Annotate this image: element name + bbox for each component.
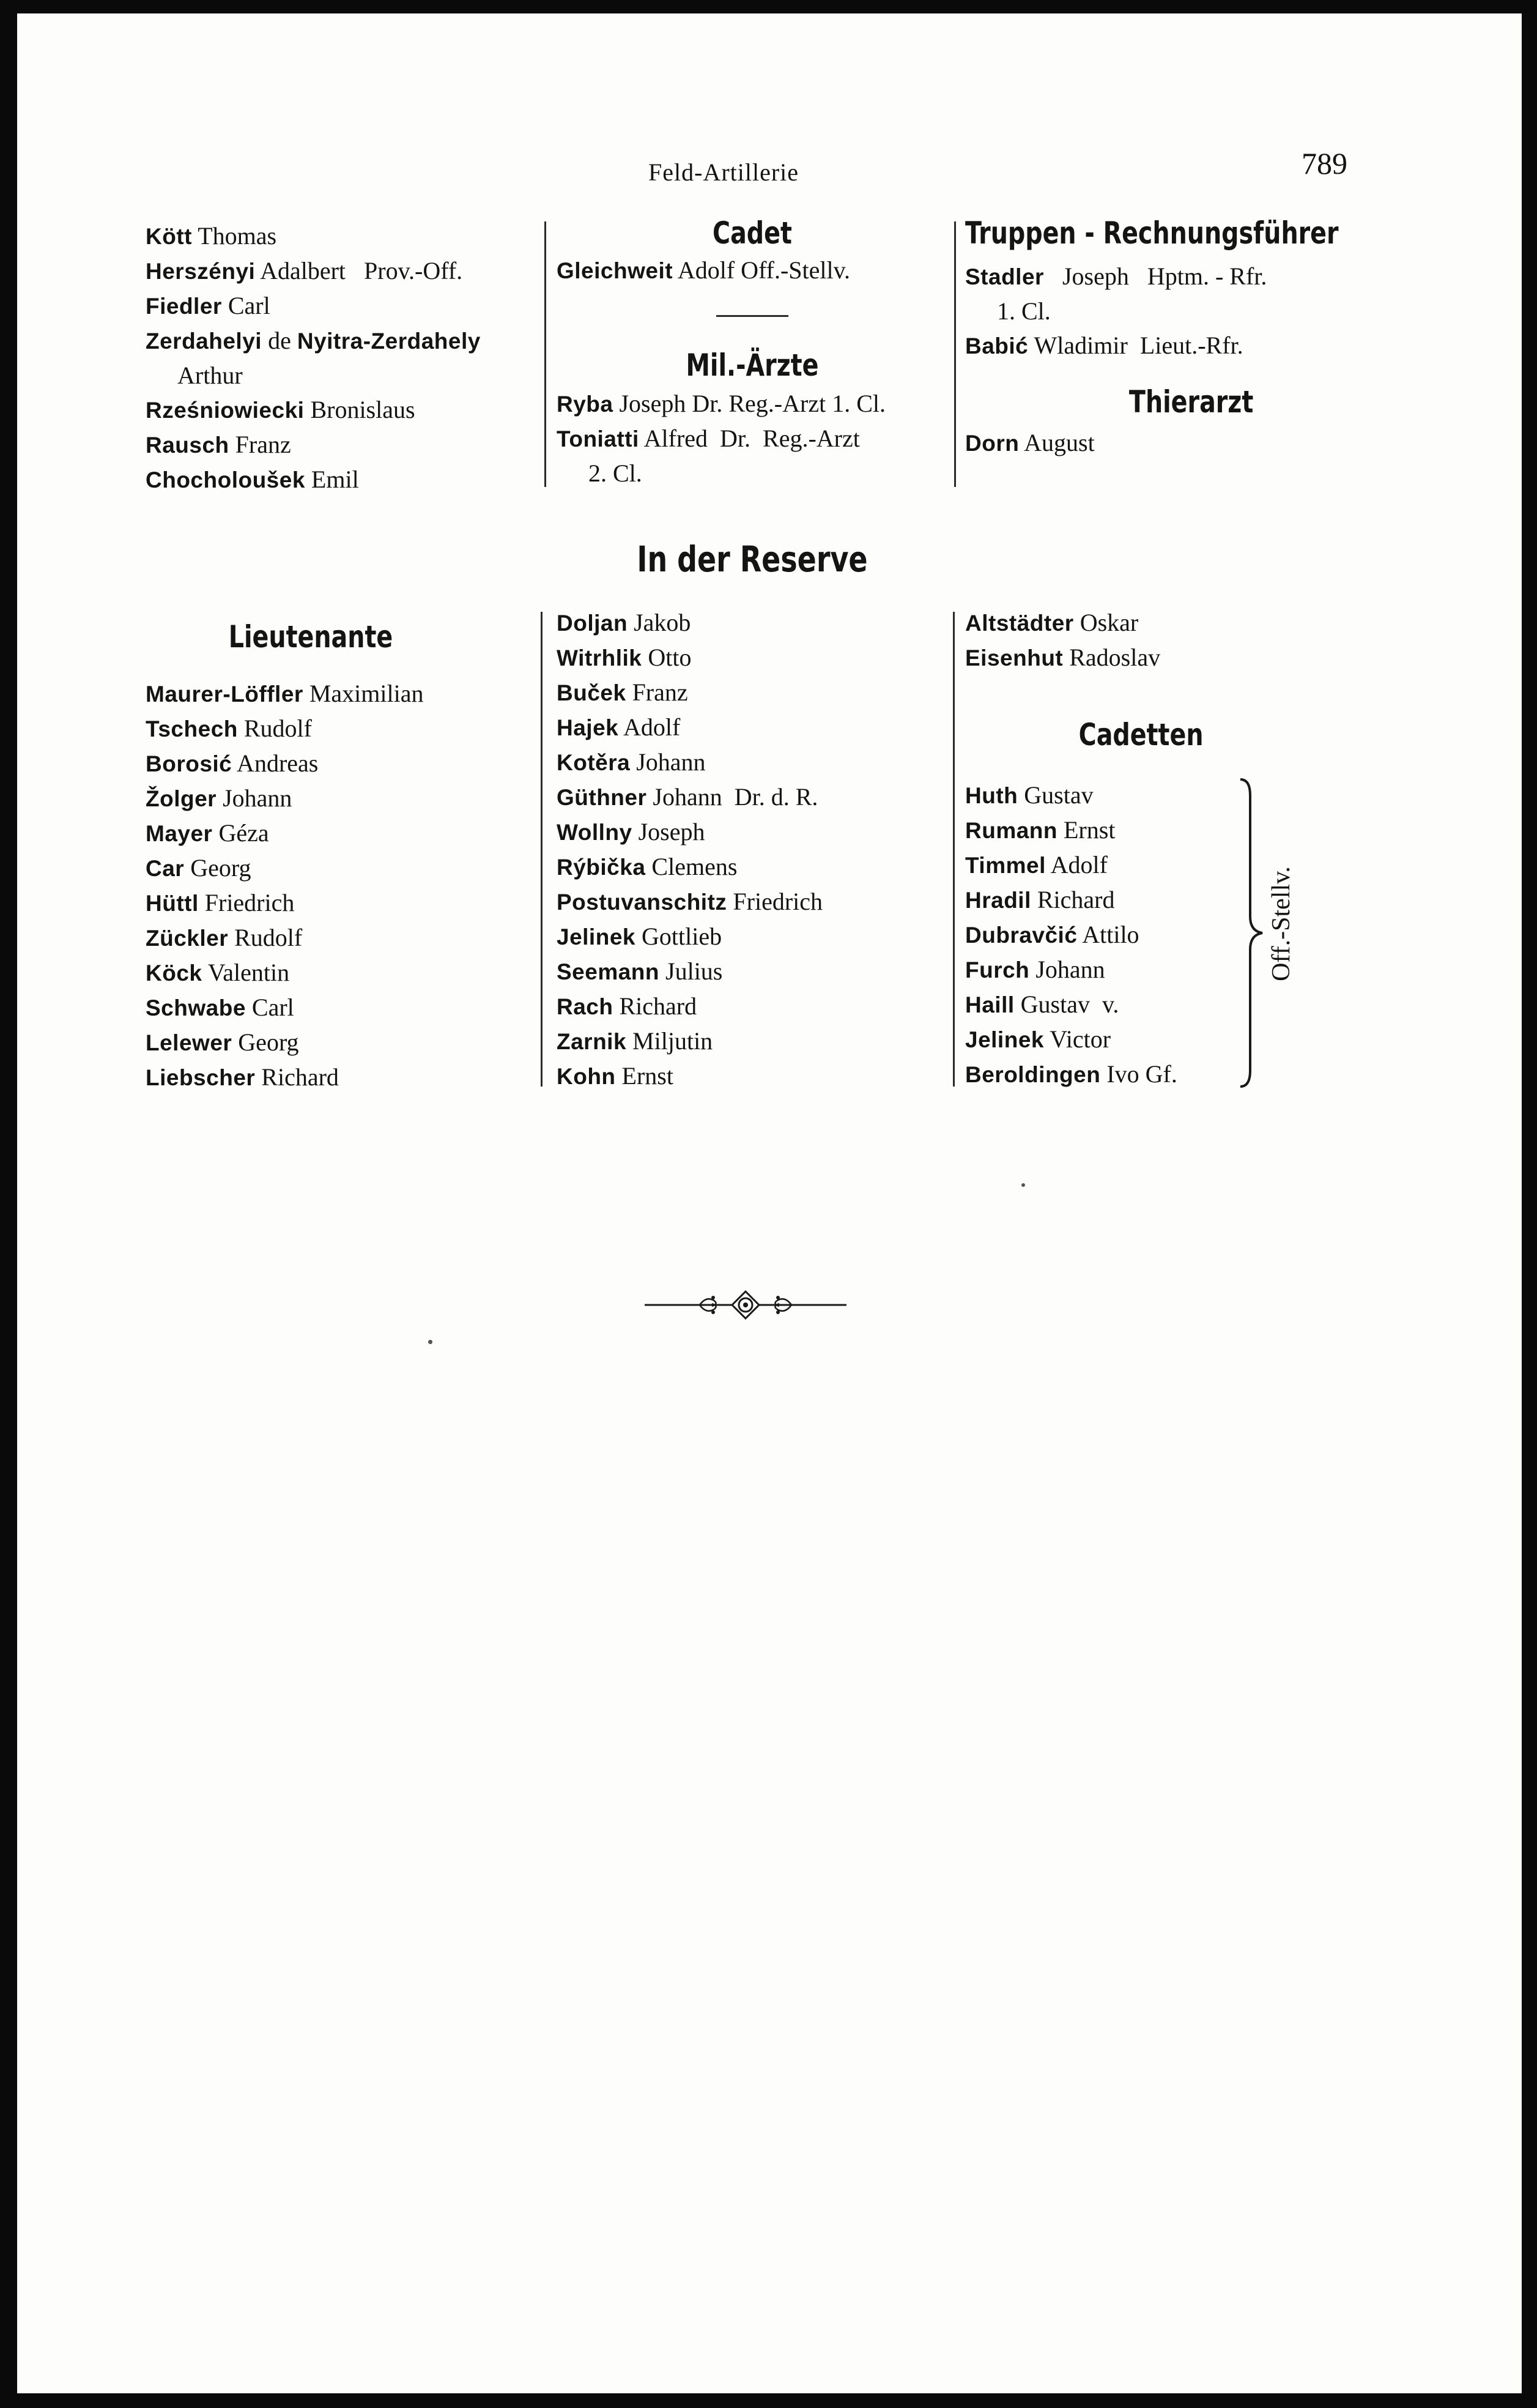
column-rule-lower-right bbox=[953, 612, 955, 1087]
entry-text: de bbox=[262, 327, 297, 354]
list-entry bbox=[965, 641, 1357, 675]
list-entry bbox=[146, 851, 537, 886]
list-entry bbox=[557, 1059, 948, 1094]
entry-name: Rumann bbox=[965, 818, 1057, 843]
entry-text: Otto bbox=[642, 644, 692, 671]
entry-text: Friedrich bbox=[198, 889, 295, 916]
entry-text: Gustav bbox=[1018, 781, 1094, 809]
list-entry bbox=[557, 954, 948, 989]
entry-name: Hajek bbox=[557, 715, 619, 740]
entry-name: Mayer bbox=[146, 821, 213, 846]
list-entry bbox=[557, 422, 948, 456]
list-entry bbox=[146, 746, 537, 781]
entry-name: Postuvanschitz bbox=[557, 890, 727, 915]
entry-text: Rudolf bbox=[237, 715, 312, 742]
entry-text: 2. Cl. bbox=[588, 459, 642, 487]
list-entry bbox=[557, 780, 948, 815]
entry-text: Richard bbox=[1031, 886, 1115, 913]
entry-name: Witrhlik bbox=[557, 645, 642, 671]
entry-text: 1. Cl. bbox=[997, 297, 1051, 325]
entry-text: Johann Dr. d. R. bbox=[646, 783, 818, 811]
list-entry bbox=[557, 885, 948, 920]
entry-text: Adolf bbox=[618, 713, 681, 741]
lieutenants-heading-wrap bbox=[146, 619, 476, 655]
list-entry bbox=[557, 456, 948, 491]
entry-name: Žolger bbox=[146, 786, 217, 811]
entry-name: Furch bbox=[965, 957, 1030, 983]
cadetten-brace bbox=[1238, 777, 1265, 1089]
entry-name: Babić bbox=[965, 333, 1029, 359]
list-entry bbox=[965, 987, 1234, 1022]
entry-text: Joseph bbox=[632, 818, 705, 845]
entry-name: Fiedler bbox=[146, 294, 222, 319]
entry-name: Köck bbox=[146, 961, 202, 986]
entry-text: Georg bbox=[232, 1028, 299, 1056]
reserve-heading: In der Reserve bbox=[637, 538, 868, 580]
list-entry bbox=[146, 1025, 537, 1060]
entry-text: Alfred Dr. Reg.-Arzt bbox=[639, 425, 860, 452]
running-head: Feld-Artillerie bbox=[648, 158, 799, 186]
speck bbox=[428, 1340, 432, 1344]
entry-text: August bbox=[1019, 429, 1095, 456]
col2-upper bbox=[557, 215, 948, 491]
entry-name: Car bbox=[146, 856, 185, 881]
entry-name: Zerdahelyi bbox=[146, 329, 262, 354]
entry-name: Borosić bbox=[146, 751, 232, 776]
cadetten-list bbox=[965, 778, 1234, 1092]
list-entry bbox=[146, 219, 537, 254]
list-entry bbox=[965, 848, 1234, 883]
list-entry bbox=[965, 1057, 1234, 1092]
entry-name: Schwabe bbox=[146, 995, 246, 1020]
entry-text: Ivo Gf. bbox=[1100, 1060, 1177, 1088]
entry-text: Oskar bbox=[1073, 609, 1139, 636]
entry-text: Valentin bbox=[202, 959, 290, 986]
cadetten-heading-wrap bbox=[965, 717, 1295, 752]
entry-text: Carl bbox=[245, 994, 294, 1021]
entry-text: Rudolf bbox=[228, 924, 303, 951]
entry-name: Zückler bbox=[146, 926, 229, 951]
list-entry bbox=[557, 850, 948, 885]
list-entry bbox=[965, 294, 1369, 329]
list-entry bbox=[146, 921, 537, 956]
list-entry bbox=[146, 359, 537, 393]
list-entry bbox=[557, 675, 948, 710]
entry-name: Chocholoušek bbox=[146, 467, 305, 492]
entry-text: Adalbert Prov.-Off. bbox=[255, 257, 463, 284]
entry-text: Adolf bbox=[1045, 851, 1108, 879]
entry-name: Rach bbox=[557, 994, 613, 1019]
entry-name: Rausch bbox=[146, 433, 229, 458]
entry-name: Rześniowiecki bbox=[146, 398, 305, 423]
list-entry bbox=[557, 815, 948, 850]
entry-text: Wladimir Lieut.-Rfr. bbox=[1028, 332, 1243, 359]
list-entry bbox=[146, 781, 537, 816]
list-entry bbox=[146, 254, 537, 289]
entry-text: Jakob bbox=[628, 609, 691, 636]
entry-name: Jelinek bbox=[557, 924, 635, 949]
reserve-heading-wrap bbox=[550, 538, 954, 580]
entry-text: Carl bbox=[221, 292, 270, 319]
entry-name: Haill bbox=[965, 992, 1015, 1017]
list-entry bbox=[965, 1022, 1234, 1057]
list-entry bbox=[146, 886, 537, 921]
list-entry bbox=[965, 259, 1369, 294]
truppen-list bbox=[965, 259, 1369, 363]
entry-text: Attilo bbox=[1077, 921, 1139, 948]
col3-upper bbox=[965, 215, 1369, 461]
lieutenants-list bbox=[146, 677, 537, 1095]
entry-name: Hradil bbox=[965, 888, 1031, 913]
entry-name: Herszényi bbox=[146, 259, 256, 284]
list-entry bbox=[965, 778, 1234, 813]
list-entry bbox=[146, 1060, 537, 1095]
column-rule-upper-left bbox=[544, 221, 546, 487]
mil-aerzte-list bbox=[557, 387, 948, 491]
column-rule-upper-right bbox=[954, 221, 956, 487]
entry-name: Hüttl bbox=[146, 891, 199, 916]
entry-name: Nyitra-Zerdahely bbox=[297, 329, 481, 354]
entry-name: Lelewer bbox=[146, 1030, 232, 1055]
cadet-heading: Cadet bbox=[713, 215, 792, 251]
entry-name: Güthner bbox=[557, 785, 647, 810]
entry-text: Johann bbox=[217, 784, 292, 812]
entry-text: Emil bbox=[305, 466, 359, 493]
entry-name: Dorn bbox=[965, 431, 1020, 456]
list-entry bbox=[965, 606, 1357, 641]
entry-text: Gustav v. bbox=[1014, 990, 1119, 1018]
list-entry bbox=[557, 253, 948, 288]
list-entry bbox=[146, 712, 537, 746]
entry-name: Doljan bbox=[557, 611, 628, 636]
entry-name: Kohn bbox=[557, 1064, 616, 1089]
entry-name: Beroldingen bbox=[965, 1062, 1101, 1087]
list-entry bbox=[146, 816, 537, 851]
entry-name: Tschech bbox=[146, 716, 238, 741]
col3-reserve-list bbox=[965, 606, 1357, 675]
entry-name: Huth bbox=[965, 783, 1018, 808]
entry-text: Clemens bbox=[645, 853, 738, 880]
entry-name: Seemann bbox=[557, 959, 660, 984]
entry-name: Gleichweit bbox=[557, 258, 673, 283]
thierarzt-list bbox=[965, 426, 1369, 461]
entry-name: Timmel bbox=[965, 853, 1046, 878]
entry-name: Eisenhut bbox=[965, 645, 1064, 671]
entry-text: Johann bbox=[1029, 956, 1105, 983]
list-entry bbox=[146, 428, 537, 463]
list-entry bbox=[146, 289, 537, 324]
page-number: 789 bbox=[1302, 146, 1347, 180]
entry-text: Johann bbox=[630, 748, 706, 776]
entry-text: Arthur bbox=[177, 362, 243, 389]
entry-name: Rýbička bbox=[557, 855, 646, 880]
entry-text: Gottlieb bbox=[635, 923, 722, 950]
entry-name: Wollny bbox=[557, 820, 632, 845]
entry-name: Jelinek bbox=[965, 1027, 1044, 1052]
divider-rule bbox=[716, 315, 788, 317]
entry-name: Kotěra bbox=[557, 750, 631, 775]
entry-name: Kött bbox=[146, 224, 192, 249]
entry-text: Joseph Dr. Reg.-Arzt 1. Cl. bbox=[613, 390, 886, 417]
list-entry bbox=[557, 920, 948, 954]
col1-top-list bbox=[146, 219, 537, 497]
entry-text: Radoslav bbox=[1063, 644, 1161, 671]
entry-text: Richard bbox=[255, 1063, 339, 1091]
lieutenants-heading: Lieutenante bbox=[228, 619, 393, 655]
entry-name: Liebscher bbox=[146, 1065, 256, 1090]
entry-text: Ernst bbox=[1057, 816, 1116, 844]
entry-text: Miljutin bbox=[626, 1027, 713, 1055]
list-entry bbox=[965, 918, 1234, 953]
entry-text: Friedrich bbox=[727, 888, 823, 915]
entry-text: Ernst bbox=[615, 1062, 673, 1090]
ornament-divider bbox=[645, 1288, 846, 1321]
list-entry bbox=[965, 813, 1234, 848]
entry-text: Franz bbox=[626, 678, 688, 706]
entry-text: Bronislaus bbox=[304, 396, 415, 423]
thierarzt-heading: Thierarzt bbox=[1128, 384, 1254, 420]
entry-name: Ryba bbox=[557, 392, 613, 417]
cadet-list bbox=[557, 253, 948, 288]
list-entry bbox=[965, 883, 1234, 918]
entry-name: Maurer-Löffler bbox=[146, 682, 303, 707]
entry-text: Georg bbox=[184, 854, 251, 882]
entry-text: Andreas bbox=[232, 749, 319, 777]
list-entry bbox=[965, 329, 1369, 363]
entry-name: Altstädter bbox=[965, 611, 1074, 636]
entry-text: Adolf Off.-Stellv. bbox=[673, 256, 851, 284]
list-entry bbox=[557, 989, 948, 1024]
list-entry bbox=[146, 956, 537, 990]
list-entry bbox=[557, 745, 948, 780]
mil-aerzte-heading: Mil.-Ärzte bbox=[686, 347, 819, 383]
entry-text: Richard bbox=[613, 992, 697, 1020]
cadetten-heading: Cadetten bbox=[1078, 717, 1204, 752]
entry-text: Géza bbox=[212, 819, 269, 847]
entry-name: Toniatti bbox=[557, 426, 639, 452]
entry-name: Dubravčić bbox=[965, 923, 1078, 948]
entry-text: Victor bbox=[1043, 1025, 1111, 1053]
entry-text: Julius bbox=[659, 957, 723, 985]
entry-text: Thomas bbox=[191, 222, 277, 250]
list-entry bbox=[557, 710, 948, 745]
list-entry bbox=[965, 426, 1369, 461]
speck bbox=[1021, 1183, 1025, 1187]
entry-name: Buček bbox=[557, 680, 626, 705]
reserve-list bbox=[557, 606, 948, 1094]
list-entry bbox=[557, 641, 948, 675]
list-entry bbox=[146, 463, 537, 497]
truppen-heading: Truppen - Rechnungsführer bbox=[965, 215, 1339, 251]
entry-text: Joseph Hptm. - Rfr. bbox=[1043, 262, 1267, 290]
list-entry bbox=[965, 953, 1234, 987]
cadetten-brace-label: Off.-Stellv. bbox=[1267, 866, 1295, 981]
entry-text: Franz bbox=[229, 431, 291, 458]
list-entry bbox=[146, 393, 537, 428]
list-entry bbox=[557, 387, 948, 422]
list-entry bbox=[146, 677, 537, 712]
list-entry bbox=[557, 606, 948, 641]
list-entry bbox=[557, 1024, 948, 1059]
list-entry bbox=[146, 324, 537, 359]
entry-name: Zarnik bbox=[557, 1029, 627, 1054]
list-entry bbox=[146, 990, 537, 1025]
entry-text: Maximilian bbox=[303, 680, 424, 707]
entry-name: Stadler bbox=[965, 264, 1044, 289]
column-rule-lower-left bbox=[541, 612, 543, 1087]
